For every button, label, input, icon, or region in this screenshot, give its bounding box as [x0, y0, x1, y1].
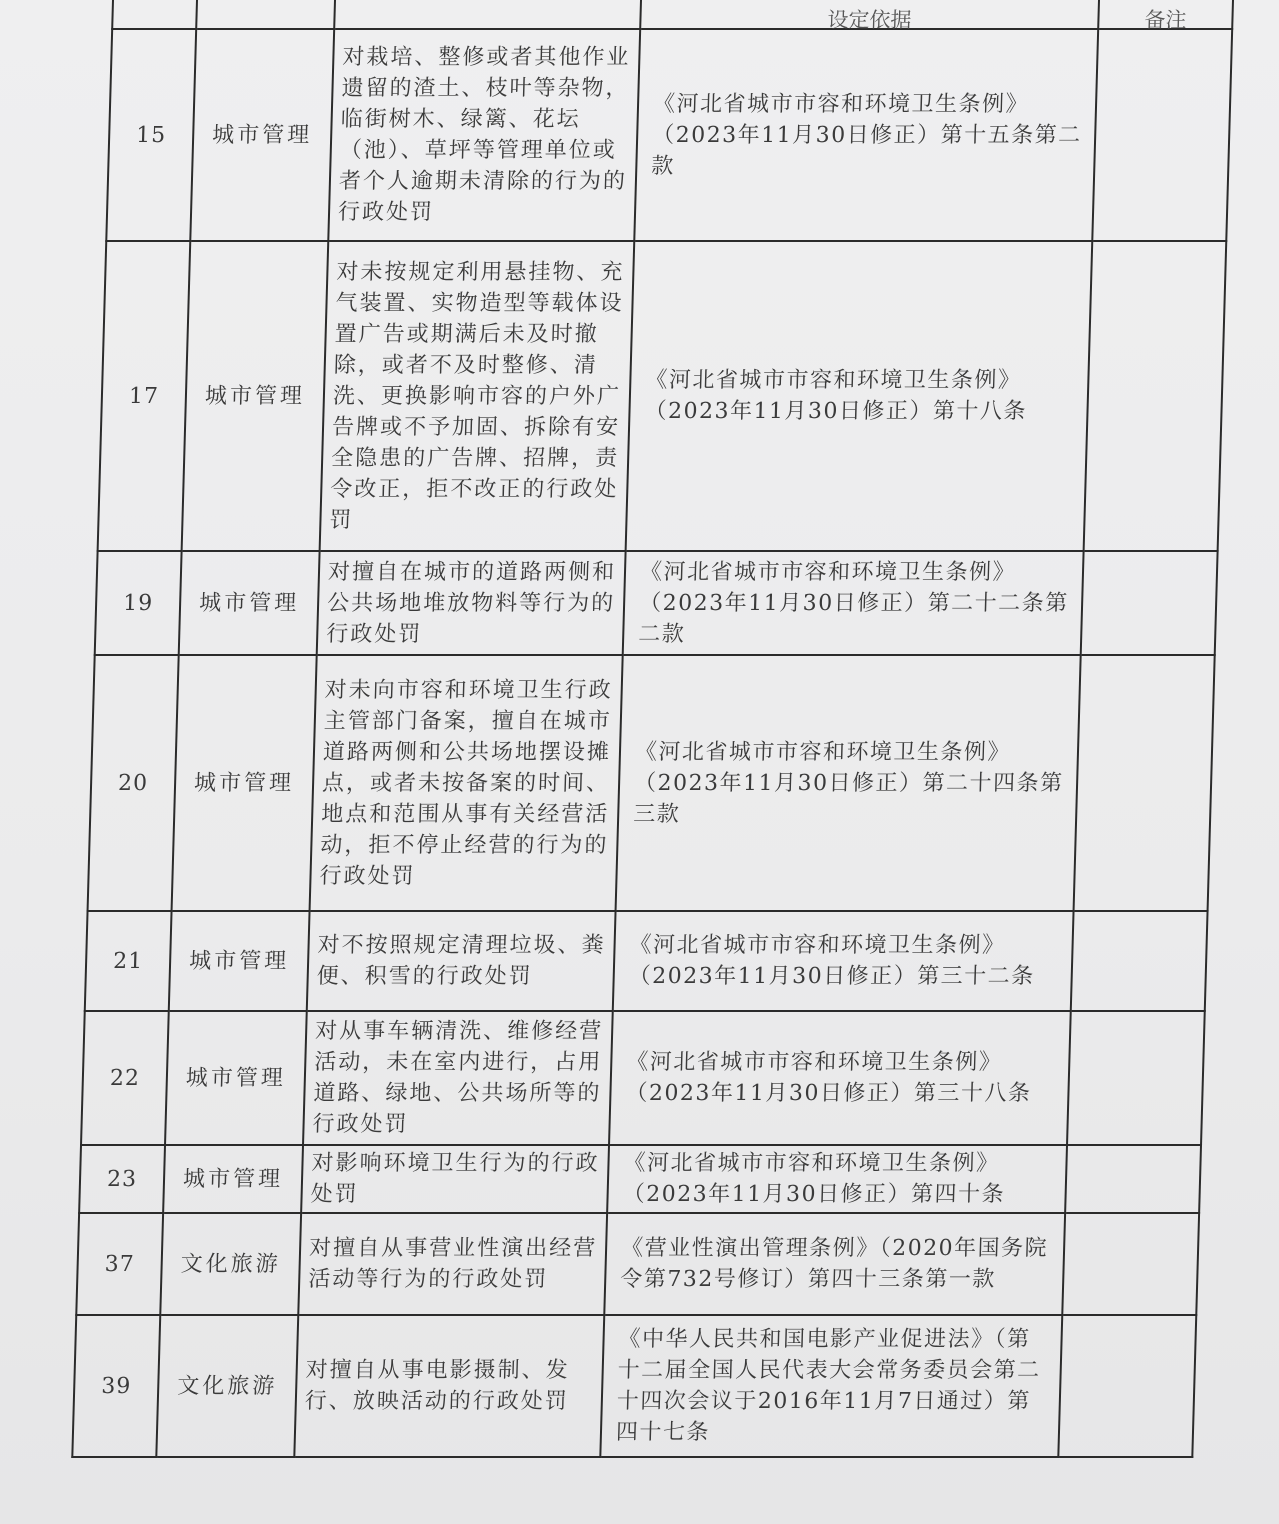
table-row: [98, 241, 1227, 551]
header-cell-basis: [640, 0, 1099, 32]
row-basis: 《河北省城市市容和环境卫生条例》（2023年11月30日修正）第十八条: [626, 241, 1093, 551]
table-row: [72, 1315, 1196, 1457]
row-number: 22: [81, 1011, 169, 1145]
header-cell-category: [196, 0, 335, 29]
row-number: 20: [88, 655, 179, 911]
row-number: 23: [79, 1145, 165, 1213]
table-row: [95, 551, 1218, 655]
table-header-row: [112, 0, 1233, 29]
row-number: 39: [72, 1315, 160, 1457]
row-description: 对影响环境卫生行为的行政处罚: [301, 1145, 609, 1213]
row-basis: 《河北省城市市容和环境卫生条例》（2023年11月30日修正）第二十四条第三款: [616, 655, 1081, 911]
table-row: [85, 911, 1208, 1011]
row-basis: 《河北省城市市容和环境卫生条例》（2023年11月30日修正）第四十条: [607, 1145, 1067, 1213]
row-number: 21: [85, 911, 172, 1011]
header-cell-description: [334, 0, 641, 29]
table-row: [106, 29, 1232, 241]
row-basis: 《中华人民共和国电影产业促进法》（第十二届全国人民代表大会常务委员会第二十四次会议于2016年11月7日通过）第四十七条: [600, 1315, 1062, 1457]
row-note: [1058, 1315, 1196, 1457]
row-description: 对栽培、整修或者其他作业遗留的渣土、枝叶等杂物，临街树木、绿篱、花坛（池）、草坪等管理单位或者个人逾期未清除的行为的行政处罚: [328, 29, 640, 241]
row-description: 对未按规定利用悬挂物、充气装置、实物造型等载体设置广告或期满后未及时撤除，或者不及时整修、清洗、更换影响市容的户外广告牌或不予加固、拆除有安全隐患的广告牌、招牌，责令改正，拒不改正的行政处罚: [320, 241, 635, 551]
row-basis: 《河北省城市市容和环境卫生条例》（2023年11月30日修正）第二十二条第二款: [623, 551, 1084, 655]
row-description: 对擅自在城市的道路两侧和公共场地堆放物料等行为的行政处罚: [317, 551, 626, 655]
row-basis: 《河北省城市市容和环境卫生条例》（2023年11月30日修正）第三十二条: [613, 911, 1074, 1011]
row-note: [1067, 1011, 1205, 1145]
row-note: [1065, 1145, 1201, 1213]
row-description: 对擅自从事电影摄制、发行、放映活动的行政处罚: [294, 1315, 604, 1457]
row-basis: 《营业性演出管理条例》（2020年国务院令第732号修订）第四十三条第一款: [604, 1213, 1065, 1315]
header-cell-note: [1098, 0, 1233, 32]
row-number: 17: [98, 241, 191, 551]
table-row: [76, 1213, 1199, 1315]
row-basis: 《河北省城市市容和环境卫生条例》（2023年11月30日修正）第三十八条: [609, 1011, 1071, 1145]
row-note: [1084, 241, 1227, 551]
penalty-table: [71, 0, 1234, 1458]
row-category: 城市管理: [172, 655, 317, 911]
header-basis-label: 设定依据: [827, 8, 912, 32]
row-number: 15: [106, 29, 196, 241]
row-description: 对从事车辆清洗、维修经营活动，未在室内进行，占用道路、绿地、公共场所等的行政处罚: [303, 1011, 613, 1145]
row-category: 城市管理: [163, 1145, 303, 1213]
header-cell-num: [112, 0, 197, 29]
row-category: 文化旅游: [156, 1315, 298, 1457]
row-category: 城市管理: [165, 1011, 307, 1145]
header-note-label: 备注: [1144, 8, 1187, 32]
row-description: 对不按照规定清理垃圾、粪便、积雪的行政处罚: [307, 911, 616, 1011]
row-category: 城市管理: [190, 29, 334, 241]
row-note: [1062, 1213, 1199, 1315]
row-basis: 《河北省城市市容和环境卫生条例》（2023年11月30日修正）第十五条第二款: [634, 29, 1098, 241]
table-row: [79, 1145, 1201, 1213]
row-number: 37: [76, 1213, 163, 1315]
row-category: 文化旅游: [160, 1213, 301, 1315]
row-number: 19: [95, 551, 182, 655]
row-note: [1081, 551, 1218, 655]
row-description: 对擅自从事营业性演出经营活动等行为的行政处罚: [298, 1213, 607, 1315]
table-row: [81, 1011, 1205, 1145]
row-description: 对未向市容和环境卫生行政主管部门备案，擅自在城市道路两侧和公共场地摆设摊点，或者未按备案的时间、地点和范围从事有关经营活动，拒不停止经营的行为的行政处罚: [310, 655, 623, 911]
row-note: [1071, 911, 1208, 1011]
row-note: [1092, 29, 1232, 241]
row-category: 城市管理: [169, 911, 310, 1011]
table-row: [88, 655, 1215, 911]
row-category: 城市管理: [182, 241, 329, 551]
row-note: [1074, 655, 1215, 911]
row-category: 城市管理: [179, 551, 320, 655]
document-sheet: [71, 0, 1232, 1452]
